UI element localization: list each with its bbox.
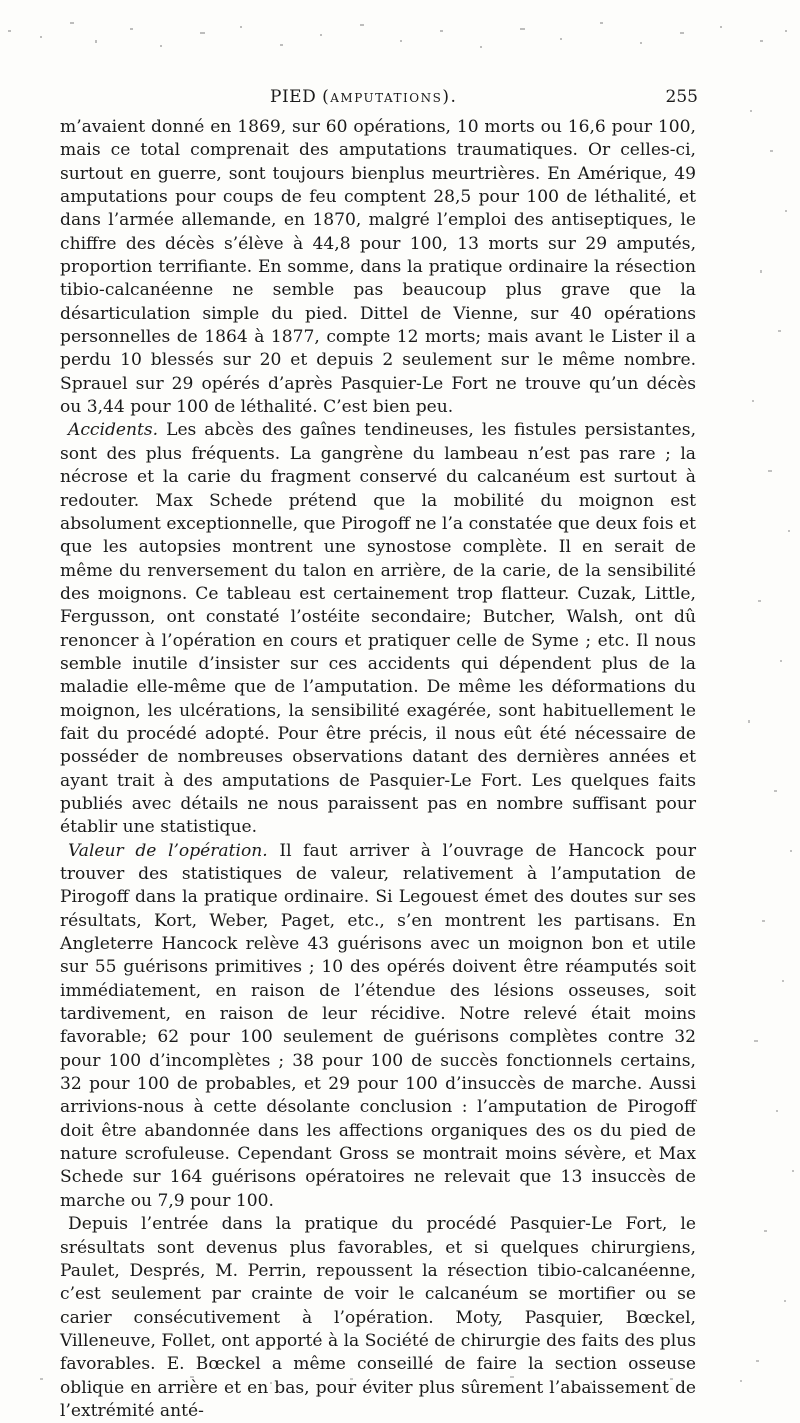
paragraph-depuis-text: Depuis l’entrée dans la pratique du procédé Pasquier-Le Fort, le srésultats sont devenus plus favorables, et si quelques chirurgiens, Paulet, Després, M. Perrin, repoussent la résection tibio-calcanéenne, c’est seulement par crainte de voir le calcanéum se mortifier ou se carier consécutivement à l’opération. Moty, Pasquier, Bœckel, Villeneuve, Follet, ont apporté à la Société de chirurgie des faits des plus favorables. E. Bœckel a même conseillé de faire la section osseuse oblique en arrière et en bas, pour éviter plus sûrement l’abaissement de l’extrémité anté-	[60, 1214, 696, 1421]
running-title-main: PIED	[270, 87, 317, 107]
page-header	[60, 87, 698, 113]
paragraph-valeur	[60, 840, 696, 1214]
running-title-sub: (amputations).	[322, 87, 458, 107]
paragraph-valeur-text: Il faut arriver à l’ouvrage de Hancock pour trouver des statistiques de valeur, relativement à l’amputation de Pirogoff dans la pratique ordinaire. Si Legouest émet des doutes sur ses résultats, Kort, Weber, Paget, etc., s’en montrent les partisans. En Angleterre Hancock relève 43 guérisons avec un moignon bon et utile sur 55 guérisons primitives ; 10 des opérés doivent être réamputés soit immédiatement, en raison de l’étendue des lésions osseuses, soit tardivement, en raison de leur récidive. Notre relevé était moins favorable; 62 pour 100 seulement de guérisons complètes contre 32 pour 100 d’incomplètes ; 38 pour 100 de succès fonctionnels certains, 32 pour 100 de probables, et 29 pour 100 d’insuccès de marche. Aussi arrivions-nous à cette désolante conclusion : l’amputation de Pirogoff doit être abandonnée dans les affections organiques des os du pied de nature scrofuleuse. Cependant Gross se montrait moins sévère, et Max Schede sur 164 guérisons opératoires ne relevait que 13 insuccès de marche ou 7,9 pour 100.	[60, 840, 696, 1211]
running-title	[270, 87, 457, 107]
body-text	[60, 116, 696, 1423]
paragraph-1-text: m’avaient donné en 1869, sur 60 opérations, 10 morts ou 16,6 pour 100, mais ce total comprenait des amputations traumatiques. Or celles-ci, surtout en guerre, sont toujours bienplus meurtrières. En Amérique, 49 amputations pour coups de feu comptent 28,5 pour 100 de léthalité, et dans l’armée allemande, en 1870, malgré l’emploi des antiseptiques, le chiffre des décès s’élève à 44,8 pour 100, 13 morts sur 29 amputés, proportion terrifiante. En somme, dans la pratique ordinaire la résection tibio-calcanéenne ne semble pas beaucoup plus grave que la désarticulation simple du pied. Dittel de Vienne, sur 40 opérations personnelles de 1864 à 1877, compte 12 morts; mais avant le Lister il a perdu 10 blessés sur 20 et depuis 2 seulement sur le même nombre. Sprauel sur 29 opérés d’après Pasquier-Le Fort ne trouve qu’un décès ou 3,44 pour 100 de léthalité. C’est bien peu.	[60, 117, 696, 418]
paragraph-accidents-text: Les abcès des gaînes tendineuses, les fistules persistantes, sont des plus fréquents. La gangrène du lambeau n’est pas rare ; la nécrose et la carie du fragment conservé du calcanéum est surtout à redouter. Max Schede prétend que la mobilité du moignon est absolument exceptionnelle, que Pirogoff ne l’a constatée que deux fois et que les autopsies montrent une synostose complète. Il en serait de même du renversement du talon en arrière, de la carie, de la sensibilité des moignons. Ce tableau est certainement trop flatteur. Cuzak, Little, Fergusson, ont constaté l’ostéite secondaire; Butcher, Walsh, ont dû renoncer à l’opération en cours et pratiquer celle de Syme ; etc. Il nous semble inutile d’insister sur ces accidents qui dépendent plus de la maladie elle-même que de l’amputation. De même les déformations du moignon, les ulcérations, la sensibilité exagérée, sont habituellement le fait du procédé adopté. Pour être précis, il nous eût été nécessaire de posséder de nombreuses observations datant des dernières années et ayant trait à des amputations de Pasquier-Le Fort. Les quelques faits publiés avec détails ne nous paraissent pas en nombre suffisant pour établir une statistique.	[60, 420, 696, 838]
page-number: 255	[665, 87, 698, 107]
scan-noise-right-edge	[740, 0, 800, 1398]
paragraph-1	[60, 116, 696, 419]
paragraph-valeur-lead: Valeur de l’opération.	[68, 840, 268, 861]
paragraph-depuis	[60, 1213, 696, 1423]
scan-noise-top	[0, 0, 800, 70]
paragraph-accidents	[60, 419, 696, 839]
paragraph-accidents-lead: Accidents.	[68, 420, 159, 441]
